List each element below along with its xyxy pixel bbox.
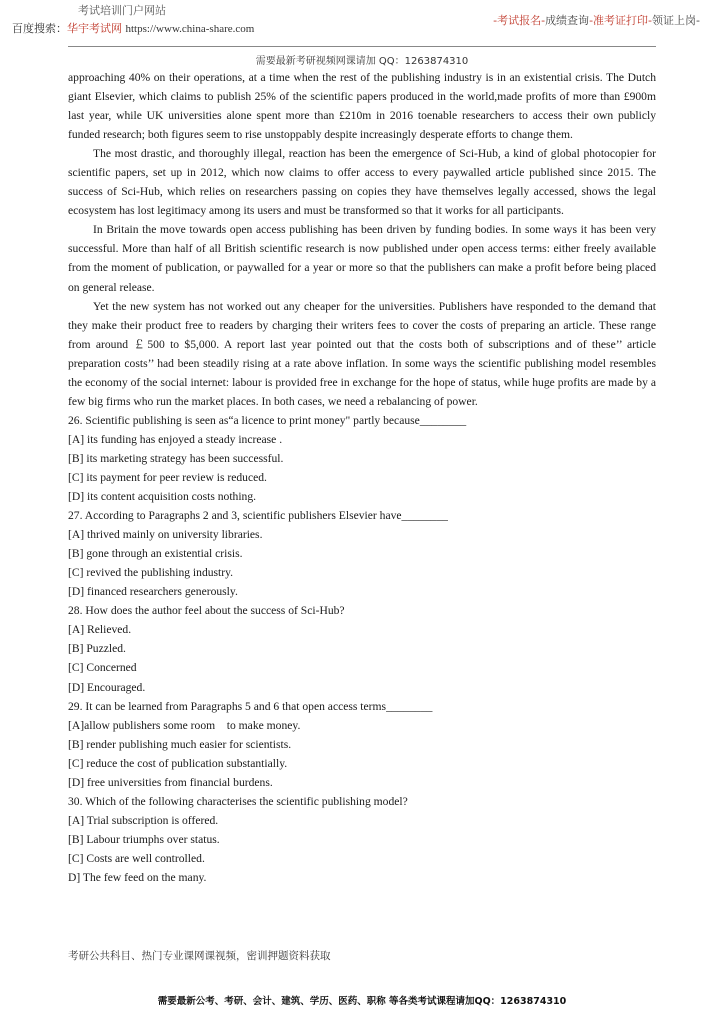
link-certificate[interactable]: 领证上岗- <box>652 14 700 27</box>
question-27 <box>68 506 656 601</box>
document-body <box>68 68 656 887</box>
question-stem: 30. Which of the following characterises the scientific publishing model? <box>68 794 408 808</box>
answer-option: [C] reduce the cost of publication substantially. <box>68 756 288 770</box>
paragraph: The most drastic, and thoroughly illegal, reaction has been the emergence of Sci-Hub, a kind of global photocopier for scientific papers, set up in 2012, which now claims to offer access to every paywalled article published since 2015. The success of Sci-Hub, which relies on researchers passing on copies they have themselves legally accessed, shows the legal ecosystem has lost legitimacy among its users and must be transformed so that it works for all participants. <box>68 147 656 218</box>
question-26 <box>68 411 656 506</box>
answer-option: [D] Encouraged. <box>68 680 146 694</box>
answer-option: [C] Concerned <box>68 661 137 675</box>
answer-option: [A] Relieved. <box>68 623 132 637</box>
answer-option: D] The few feed on the many. <box>68 870 207 884</box>
answer-option: [D] free universities from financial burdens. <box>68 775 273 789</box>
answer-option: [B] Puzzled. <box>68 642 126 656</box>
question-30 <box>68 792 656 887</box>
link-exam-registration[interactable]: -考试报名- <box>493 14 546 27</box>
question-stem: 29. It can be learned from Paragraphs 5 and 6 that open access terms________ <box>68 699 433 713</box>
answer-option: [D] financed researchers generously. <box>68 585 238 599</box>
question-stem: 28. How does the author feel about the success of Sci-Hub? <box>68 604 345 618</box>
question-stem: 26. Scientific publishing is seen as“a licence to print money" partly because________ <box>68 413 467 427</box>
answer-option: [C] Costs are well controlled. <box>68 851 205 865</box>
search-label: 百度搜索： <box>12 22 67 35</box>
link-admission-print[interactable]: -准考证打印- <box>589 14 653 27</box>
answer-option: [B] render publishing much easier for scientists. <box>68 737 292 751</box>
answer-option: [B] gone through an existential crisis. <box>68 547 243 561</box>
site-tagline: 考试培训门户网站 <box>78 4 166 17</box>
answer-option: [A] its funding has enjoyed a steady increase . <box>68 432 283 446</box>
answer-option: [A] thrived mainly on university libraries. <box>68 528 263 542</box>
question-28 <box>68 601 656 696</box>
link-score-query[interactable]: 成绩查询 <box>545 14 590 27</box>
answer-option: [B] its marketing strategy has been successful. <box>68 451 284 465</box>
header-divider <box>68 46 656 47</box>
question-29 <box>68 697 656 792</box>
header-notice: 需要最新考研视频网课请加 QQ：1263874310 <box>255 56 469 67</box>
brand-name[interactable]: 华宇考试网 <box>67 22 122 35</box>
paragraph: In Britain the move towards open access publishing has been driven by funding bodies. In some ways it has been very successful. More than half of all British scientific research is now published under open access terms: either freely available from the moment of publication, or paywalled for a year or more so that the publishers can make a profit before being placed on general release. <box>68 223 656 294</box>
header-links <box>493 12 700 28</box>
baidu-search-line <box>12 20 254 36</box>
answer-option: [A]allow publishers some room to make money. <box>68 718 301 732</box>
answer-option: [C] its payment for peer review is reduced. <box>68 470 267 484</box>
paragraph: approaching 40% on their operations, at a time when the rest of the publishing industry is in an existential crisis. The Dutch giant Elsevier, which claims to publish 25% of the scientific papers produced in the world,made profits of more than £900m last year, while UK universities alone spent more than £210m in 2016 toenable researchers to access their own publicly funded research; both figures seem to rise unstoppably despite increasingly desperate efforts to change them. <box>68 71 656 142</box>
question-stem: 27. According to Paragraphs 2 and 3, scientific publishers Elsevier have________ <box>68 509 448 523</box>
answer-option: [A] Trial subscription is offered. <box>68 813 219 827</box>
paragraph: Yet the new system has not worked out any cheaper for the universities. Publishers have responded to the demand that they make their product free to readers by charging their writers fees to cover the costs of preparing an article. These range from around ￡500 to $5,000. A report last year pointed out that the costs both of subscriptions and of these’’ article preparation costs’’ had been steadily rising at a rate above inflation. In some ways the scientific publishing model resembles the economy of the social internet: labour is provided free in exchange for the hope of status, while huge profits are made by a few big firms who run the market places. In both cases, we need a rebalancing of power. <box>68 299 656 408</box>
answer-option: [C] revived the publishing industry. <box>68 566 234 580</box>
answer-option: [B] Labour triumphs over status. <box>68 832 220 846</box>
site-url[interactable]: https://www.china-share.com <box>125 23 255 35</box>
answer-option: [D] its content acquisition costs nothing. <box>68 490 257 504</box>
promo-note: 考研公共科目、热门专业课网课视频，密训押题资料获取 <box>68 950 331 962</box>
page-footer: 需要最新公考、考研、会计、建筑、学历、医药、职称 等各类考试课程请加QQ：1263874310 <box>157 996 567 1007</box>
